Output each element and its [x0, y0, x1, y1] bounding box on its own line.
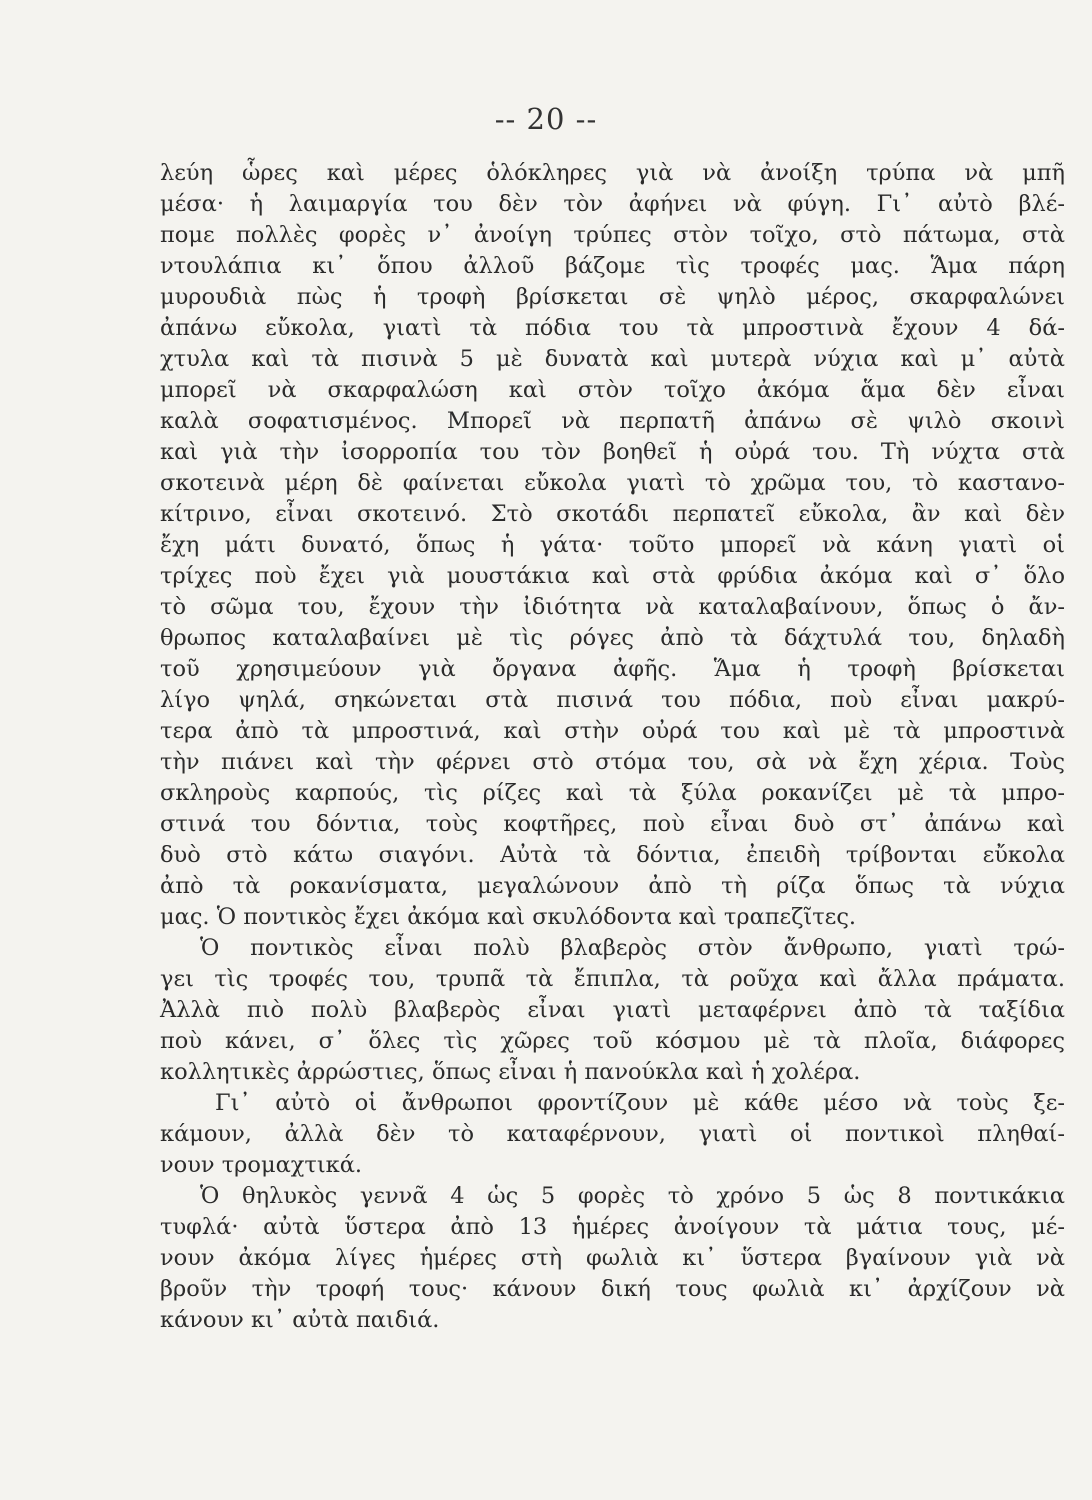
text-line: Ὁ θηλυκὸς γεννᾶ 4 ὡς 5 φορὲς τὸ χρόνο 5 ὡς 8 ποντικάκια — [200, 1183, 1065, 1209]
text-line: Γι᾽ αὐτὸ οἱ ἄνθρωποι φροντίζουν μὲ κάθε μέσο νὰ τοὺς ξε- — [215, 1090, 1065, 1116]
text-line: σκληροὺς καρπούς, τὶς ρίζες καὶ τὰ ξύλα ροκανίζει μὲ τὰ μπρο- — [160, 780, 1065, 806]
text-line: Ἀλλὰ πιὸ πολὺ βλαβερὸς εἶναι γιατὶ μεταφέρνει ἀπὸ τὰ ταξίδια — [160, 997, 1065, 1023]
text-line: Ὁ ποντικὸς εἶναι πολὺ βλαβερὸς στὸν ἄνθρωπο, γιατὶ τρώ- — [200, 935, 1065, 961]
text-line: τρίχες ποὺ ἔχει γιὰ μουστάκια καὶ στὰ φρύδια ἀκόμα καὶ σ᾽ ὅλο — [160, 563, 1065, 589]
text-line: λίγο ψηλά, σηκώνεται στὰ πισινά του πόδια, ποὺ εἶναι μακρύ- — [160, 687, 1065, 713]
body-text — [160, 158, 1065, 1336]
text-line: τοῦ χρησιμεύουν γιὰ ὄργανα ἀφῆς. Ἅμα ἡ τροφὴ βρίσκεται — [160, 656, 1065, 682]
text-line: λεύη ὧρες καὶ μέρες ὁλόκληρες γιὰ νὰ ἀνοίξη τρύπα νὰ μπῆ — [160, 160, 1065, 186]
text-line: θρωπος καταλαβαίνει μὲ τὶς ρόγες ἀπὸ τὰ δάχτυλά του, δηλαδὴ — [160, 625, 1065, 651]
text-line: κάμουν, ἀλλὰ δὲν τὸ καταφέρνουν, γιατὶ οἱ ποντικοὶ πληθαί- — [160, 1121, 1065, 1147]
text-line: στινά του δόντια, τοὺς κοφτῆρες, ποὺ εἶναι δυὸ στ᾽ ἀπάνω καὶ — [160, 811, 1065, 837]
text-line: κάνουν κι᾽ αὐτὰ παιδιά. — [160, 1307, 440, 1333]
text-line: ντουλάπια κι᾽ ὅπου ἀλλοῦ βάζομε τὶς τροφές μας. Ἅμα πάρη — [160, 253, 1065, 279]
text-line: τὸ σῶμα του, ἔχουν τὴν ἰδιότητα νὰ καταλαβαίνουν, ὅπως ὁ ἄν- — [160, 594, 1065, 620]
text-line: βροῦν τὴν τροφή τους· κάνουν δική τους φωλιὰ κι᾽ ἀρχίζουν νὰ — [160, 1276, 1065, 1302]
text-line: ἔχη μάτι δυνατό, ὅπως ἡ γάτα· τοῦτο μπορεῖ νὰ κάνη γιατὶ οἱ — [160, 532, 1065, 558]
text-line: ἀπάνω εὔκολα, γιατὶ τὰ πόδια του τὰ μπροστινὰ ἔχουν 4 δά- — [160, 315, 1065, 341]
text-line: πομε πολλὲς φορὲς ν᾽ ἀνοίγη τρύπες στὸν τοῖχο, στὸ πάτωμα, στὰ — [160, 222, 1065, 248]
text-line: ποὺ κάνει, σ᾽ ὅλες τὶς χῶρες τοῦ κόσμου μὲ τὰ πλοῖα, διάφορες — [160, 1028, 1065, 1054]
text-line: μπορεῖ νὰ σκαρφαλώση καὶ στὸν τοῖχο ἀκόμα ἅμα δὲν εἶναι — [160, 377, 1065, 403]
text-line: σκοτεινὰ μέρη δὲ φαίνεται εὔκολα γιατὶ τὸ χρῶμα του, τὸ καστανο- — [160, 470, 1065, 496]
text-line: ἀπὸ τὰ ροκανίσματα, μεγαλώνουν ἀπὸ τὴ ρίζα ὅπως τὰ νύχια — [160, 873, 1065, 899]
page-number: -- 20 -- — [494, 102, 598, 136]
text-line: τὴν πιάνει καὶ τὴν φέρνει στὸ στόμα του, σὰ νὰ ἔχη χέρια. Τοὺς — [160, 749, 1065, 775]
text-line: καὶ γιὰ τὴν ἰσορροπία του τὸν βοηθεῖ ἡ οὐρά του. Τὴ νύχτα στὰ — [160, 439, 1065, 465]
text-line: χτυλα καὶ τὰ πισινὰ 5 μὲ δυνατὰ καὶ μυτερὰ νύχια καὶ μ᾽ αὐτὰ — [160, 346, 1065, 372]
text-line: μέσα· ἡ λαιμαργία του δὲν τὸν ἀφήνει νὰ φύγη. Γι᾽ αὐτὸ βλέ- — [160, 191, 1065, 217]
text-line: νουν ἀκόμα λίγες ἡμέρες στὴ φωλιὰ κι᾽ ὕστερα βγαίνουν γιὰ νὰ — [160, 1245, 1065, 1271]
text-line: δυὸ στὸ κάτω σιαγόνι. Αὐτὰ τὰ δόντια, ἐπειδὴ τρίβονται εὔκολα — [160, 842, 1065, 868]
text-line: κίτρινο, εἶναι σκοτεινό. Στὸ σκοτάδι περπατεῖ εὔκολα, ἂν καὶ δὲν — [160, 501, 1065, 527]
text-line: νουν τρομαχτικά. — [160, 1152, 363, 1178]
text-line: καλὰ σοφατισμένος. Μπορεῖ νὰ περπατῆ ἀπάνω σὲ ψιλὸ σκοινὶ — [160, 408, 1065, 434]
text-line: μας. Ὁ ποντικὸς ἔχει ἀκόμα καὶ σκυλόδοντα καὶ τραπεζῖτες. — [160, 904, 857, 930]
text-line: τερα ἀπὸ τὰ μπροστινά, καὶ στὴν οὐρά του καὶ μὲ τὰ μπροστινὰ — [160, 718, 1065, 744]
text-line: κολλητικὲς ἀρρώστιες, ὅπως εἶναι ἡ πανούκλα καὶ ἡ χολέρα. — [160, 1059, 861, 1085]
text-line: μυρουδιὰ πὼς ἡ τροφὴ βρίσκεται σὲ ψηλὸ μέρος, σκαρφαλώνει — [160, 284, 1065, 310]
text-line: γει τὶς τροφές του, τρυπᾶ τὰ ἔπιπλα, τὰ ροῦχα καὶ ἄλλα πράματα. — [160, 966, 1065, 992]
text-line: τυφλά· αὐτὰ ὕστερα ἀπὸ 13 ἡμέρες ἀνοίγουν τὰ μάτια τους, μέ- — [160, 1214, 1065, 1240]
